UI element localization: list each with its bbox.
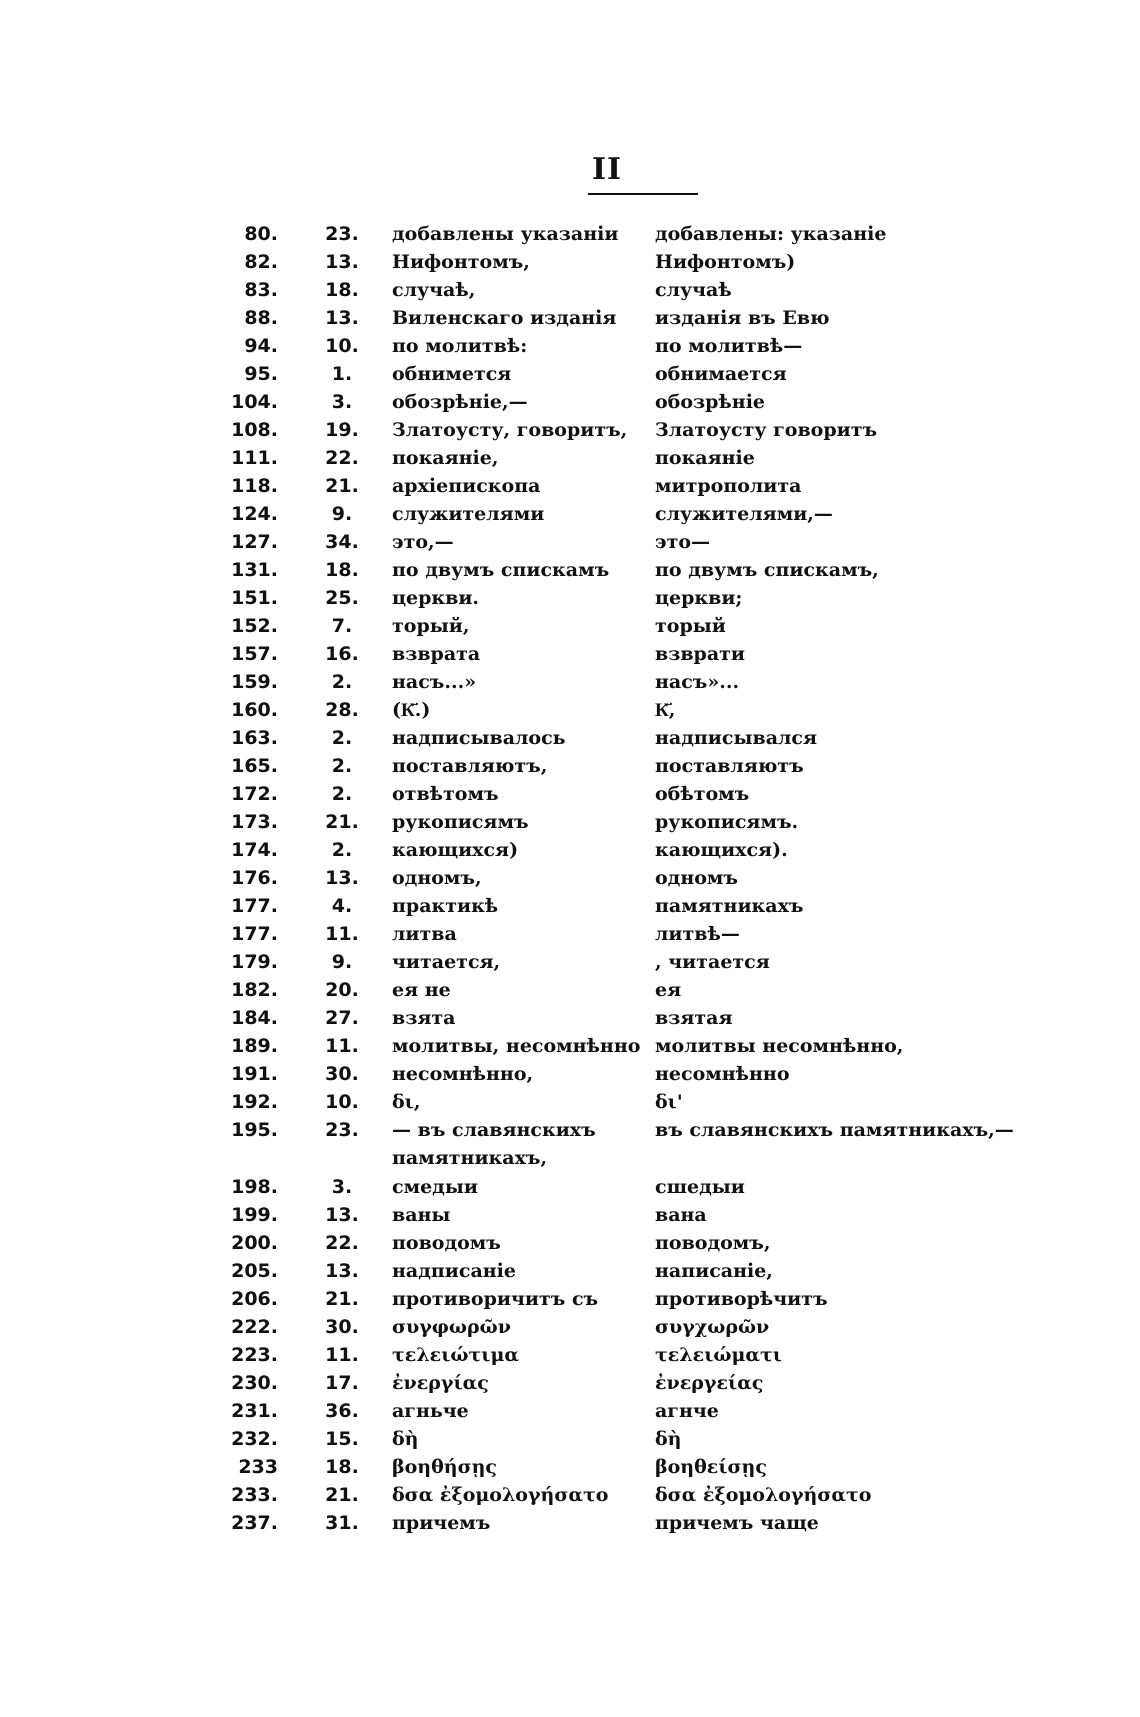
page-ref: 80. [244,223,278,245]
printed-text: взврата [392,643,481,665]
printed-text: агньче [392,1400,469,1422]
page-ref: 199. [231,1204,278,1226]
errata-row [0,1088,1140,1116]
printed-text: несомнѣнно, [392,1063,534,1085]
corrected-text: обнимается [655,363,787,385]
printed-text: ваны [392,1204,451,1226]
printed-text: συγφωρῶν [392,1316,511,1338]
line-ref: 28. [325,699,359,721]
line-ref: 15. [325,1428,359,1450]
errata-row [0,1313,1140,1341]
printed-text: торый, [392,615,470,637]
line-ref: 30. [325,1063,359,1085]
printed-text: причемъ [392,1512,491,1534]
errata-row [0,332,1140,360]
corrected-text: служителями,— [655,503,833,525]
corrected-text: συγχωρῶν [655,1316,770,1338]
line-ref: 11. [325,923,359,945]
corrected-text: литвѣ— [655,923,740,945]
line-ref: 18. [325,1456,359,1478]
printed-text: δι, [392,1091,421,1113]
page-ref: 83. [244,279,278,301]
page-ref: 191. [231,1063,278,1085]
errata-row [0,1032,1140,1060]
corrected-text: обозрѣніе [655,391,766,413]
corrected-text: Златоусту говоритъ [655,419,878,441]
errata-row [0,220,1140,248]
page-ref: 160. [231,699,278,721]
corrected-text: по двумъ спискамъ, [655,559,879,581]
page-ref: 177. [231,923,278,945]
printed-text: надписывалось [392,727,566,749]
corrected-text: причемъ чаще [655,1512,819,1534]
printed-text: δὴ [392,1428,419,1450]
page-ref: 163. [231,727,278,749]
line-ref: 11. [325,1344,359,1366]
corrected-text: ея [655,979,682,1001]
page-ref: 104. [231,391,278,413]
line-ref: 31. [325,1512,359,1534]
errata-row [0,1004,1140,1032]
page-ref: 230. [231,1372,278,1394]
errata-row [0,1229,1140,1257]
line-ref: 23. [325,223,359,245]
errata-row [0,892,1140,920]
printed-text: практикѣ [392,895,499,917]
printed-text: обнимется [392,363,512,385]
printed-text: церкви. [392,587,480,609]
errata-row [0,248,1140,276]
page-ref: 118. [231,475,278,497]
line-ref: 13. [325,1204,359,1226]
errata-row [0,1509,1140,1537]
errata-row [0,1453,1140,1481]
line-ref: 13. [325,1260,359,1282]
page-ref: 152. [231,615,278,637]
corrected-text: торый [655,615,726,637]
errata-row [0,752,1140,780]
errata-row [0,1425,1140,1453]
corrected-text: вана [655,1204,707,1226]
corrected-text: δι' [655,1091,683,1113]
errata-row [0,1341,1140,1369]
errata-row [0,1173,1140,1201]
corrected-text: добавлены: указаніе [655,223,887,245]
errata-row [0,696,1140,724]
errata-row [0,920,1140,948]
page-ref: 94. [244,335,278,357]
page-ref: 198. [231,1176,278,1198]
page-ref: 173. [231,811,278,833]
errata-row [0,360,1140,388]
corrected-text: , читается [655,951,770,973]
header-rule [588,193,698,195]
page-ref: 174. [231,839,278,861]
printed-text: покаяніе, [392,447,499,469]
page-ref: 192. [231,1091,278,1113]
line-ref: 2. [331,755,353,777]
page-ref: 206. [231,1288,278,1310]
corrected-text: насъ»... [655,671,740,693]
corrected-text: митрополита [655,475,802,497]
printed-text: смедыи [392,1176,478,1198]
errata-row [0,1257,1140,1285]
corrected-text: написаніе, [655,1260,773,1282]
printed-text: случаѣ, [392,279,476,301]
errata-row [0,304,1140,332]
corrected-text: изданія въ Евю [655,307,830,329]
printed-text: τελειώτιμα [392,1344,519,1366]
corrected-text: рукописямъ. [655,811,799,833]
errata-row [0,1481,1140,1509]
page-ref: 157. [231,643,278,665]
page-ref: 189. [231,1035,278,1057]
corrected-text: ἐνεργείας [655,1372,764,1394]
page-number: II [592,152,623,187]
line-ref: 21. [325,1288,359,1310]
line-ref: 34. [325,531,359,553]
page-ref: 232. [231,1428,278,1450]
corrected-text: поставляютъ [655,755,804,777]
printed-text: читается, [392,951,501,973]
printed-text: противоричитъ съ [392,1288,599,1310]
page-ref: 184. [231,1007,278,1029]
printed-text: по двумъ спискамъ [392,559,610,581]
errata-row [0,1116,1140,1173]
line-ref: 30. [325,1316,359,1338]
printed-text: служителями [392,503,545,525]
errata-row [0,500,1140,528]
page-ref: 176. [231,867,278,889]
errata-row [0,724,1140,752]
line-ref: 10. [325,335,359,357]
errata-row [0,640,1140,668]
line-ref: 18. [325,559,359,581]
page-ref: 237. [231,1512,278,1534]
line-ref: 17. [325,1372,359,1394]
errata-row [0,556,1140,584]
printed-text: надписаніе [392,1260,516,1282]
line-ref: 21. [325,475,359,497]
page-ref: 200. [231,1232,278,1254]
corrected-text: δὴ [655,1428,682,1450]
line-ref: 22. [325,447,359,469]
page-ref: 159. [231,671,278,693]
page-ref: 179. [231,951,278,973]
line-ref: 11. [325,1035,359,1057]
page-ref: 233. [231,1484,278,1506]
corrected-text: δσα ἐξομολογήσατο [655,1484,872,1506]
page-ref: 195. [231,1119,278,1141]
line-ref: 36. [325,1400,359,1422]
corrected-text: несомнѣнно [655,1063,790,1085]
line-ref: 3. [331,1176,353,1198]
corrected-text: молитвы несомнѣнно, [655,1035,904,1057]
page-ref: 231. [231,1400,278,1422]
corrected-text: сшедыи [655,1176,745,1198]
errata-table [0,220,1140,1537]
printed-text: поводомъ [392,1232,501,1254]
page-ref: 151. [231,587,278,609]
line-ref: 22. [325,1232,359,1254]
corrected-text: церкви; [655,587,743,609]
line-ref: 3. [331,391,353,413]
page-ref: 205. [231,1260,278,1282]
corrected-text: надписывался [655,727,818,749]
corrected-text: кающихся). [655,839,788,861]
printed-text: кающихся) [392,839,519,861]
line-ref: 16. [325,643,359,665]
printed-text: архіепископа [392,475,541,497]
corrected-text: τελειώματι [655,1344,782,1366]
line-ref: 10. [325,1091,359,1113]
line-ref: 2. [331,783,353,805]
errata-row [0,864,1140,892]
printed-text: Нифонтомъ, [392,251,530,273]
corrected-text: Нифонтомъ) [655,251,796,273]
page-ref: 88. [244,307,278,329]
line-ref: 13. [325,251,359,273]
line-ref: 4. [331,895,353,917]
line-ref: 27. [325,1007,359,1029]
printed-text: ἐνεργίας [392,1372,489,1394]
corrected-text: случаѣ [655,279,732,301]
printed-text: — въ славянскихъ памятникахъ, [392,1119,596,1169]
page-ref: 177. [231,895,278,917]
corrected-text: по молитвѣ— [655,335,803,357]
printed-text: взята [392,1007,456,1029]
errata-row [0,1397,1140,1425]
page-ref: 111. [231,447,278,469]
line-ref: 18. [325,279,359,301]
line-ref: 21. [325,811,359,833]
printed-text: молитвы, несомнѣнно [392,1035,641,1057]
printed-text: одномъ, [392,867,482,889]
printed-text: Златоусту, говоритъ, [392,419,628,441]
printed-text: это,— [392,531,454,553]
page-ref: 131. [231,559,278,581]
line-ref: 21. [325,1484,359,1506]
errata-row [0,528,1140,556]
corrected-text: агнче [655,1400,719,1422]
page-ref: 222. [231,1316,278,1338]
errata-row [0,1369,1140,1397]
errata-row [0,808,1140,836]
line-ref: 23. [325,1119,359,1141]
line-ref: 2. [331,839,353,861]
printed-text: Виленскаго изданія [392,307,617,329]
errata-row [0,1060,1140,1088]
corrected-text: К҃, [655,699,676,721]
errata-row [0,1201,1140,1229]
corrected-text: поводомъ, [655,1232,771,1254]
page-ref: 223. [231,1344,278,1366]
line-ref: 13. [325,867,359,889]
line-ref: 1. [331,363,353,385]
errata-row [0,1285,1140,1313]
line-ref: 2. [331,671,353,693]
corrected-text: покаяніе [655,447,755,469]
page-ref: 172. [231,783,278,805]
page-ref: 124. [231,503,278,525]
errata-row [0,416,1140,444]
page-ref: 95. [244,363,278,385]
corrected-text: взврати [655,643,745,665]
line-ref: 7. [331,615,353,637]
corrected-text: въ славянскихъ памятникахъ,— [655,1119,1014,1141]
line-ref: 9. [331,951,353,973]
page-ref: 108. [231,419,278,441]
printed-text: βοηθήσῃς [392,1456,497,1478]
line-ref: 19. [325,419,359,441]
printed-text: δσα ἐξομολογήσατο [392,1484,609,1506]
errata-row [0,276,1140,304]
printed-text: обозрѣніе,— [392,391,528,413]
printed-text: рукописямъ [392,811,529,833]
errata-row [0,948,1140,976]
corrected-text: противорѣчитъ [655,1288,828,1310]
corrected-text: взятая [655,1007,733,1029]
page-ref: 233 [238,1456,278,1478]
printed-text: (К҃.) [392,699,431,721]
errata-row [0,444,1140,472]
errata-row [0,976,1140,1004]
errata-row [0,836,1140,864]
printed-text: насъ...» [392,671,477,693]
errata-row [0,388,1140,416]
page-ref: 182. [231,979,278,1001]
printed-text: литва [392,923,457,945]
printed-text: отвѣтомъ [392,783,499,805]
line-ref: 2. [331,727,353,749]
page-ref: 82. [244,251,278,273]
errata-row [0,668,1140,696]
line-ref: 25. [325,587,359,609]
corrected-text: памятникахъ [655,895,804,917]
page-ref: 165. [231,755,278,777]
corrected-text: βοηθείσῃς [655,1456,767,1478]
corrected-text: обѣтомъ [655,783,750,805]
printed-text: ея не [392,979,451,1001]
errata-row [0,472,1140,500]
corrected-text: одномъ [655,867,738,889]
printed-text: по молитвѣ: [392,335,528,357]
page-ref: 127. [231,531,278,553]
corrected-text: это— [655,531,711,553]
printed-text: добавлены указаніи [392,223,619,245]
errata-row [0,612,1140,640]
line-ref: 9. [331,503,353,525]
errata-row [0,780,1140,808]
line-ref: 20. [325,979,359,1001]
printed-text: поставляютъ, [392,755,548,777]
line-ref: 13. [325,307,359,329]
errata-row [0,584,1140,612]
